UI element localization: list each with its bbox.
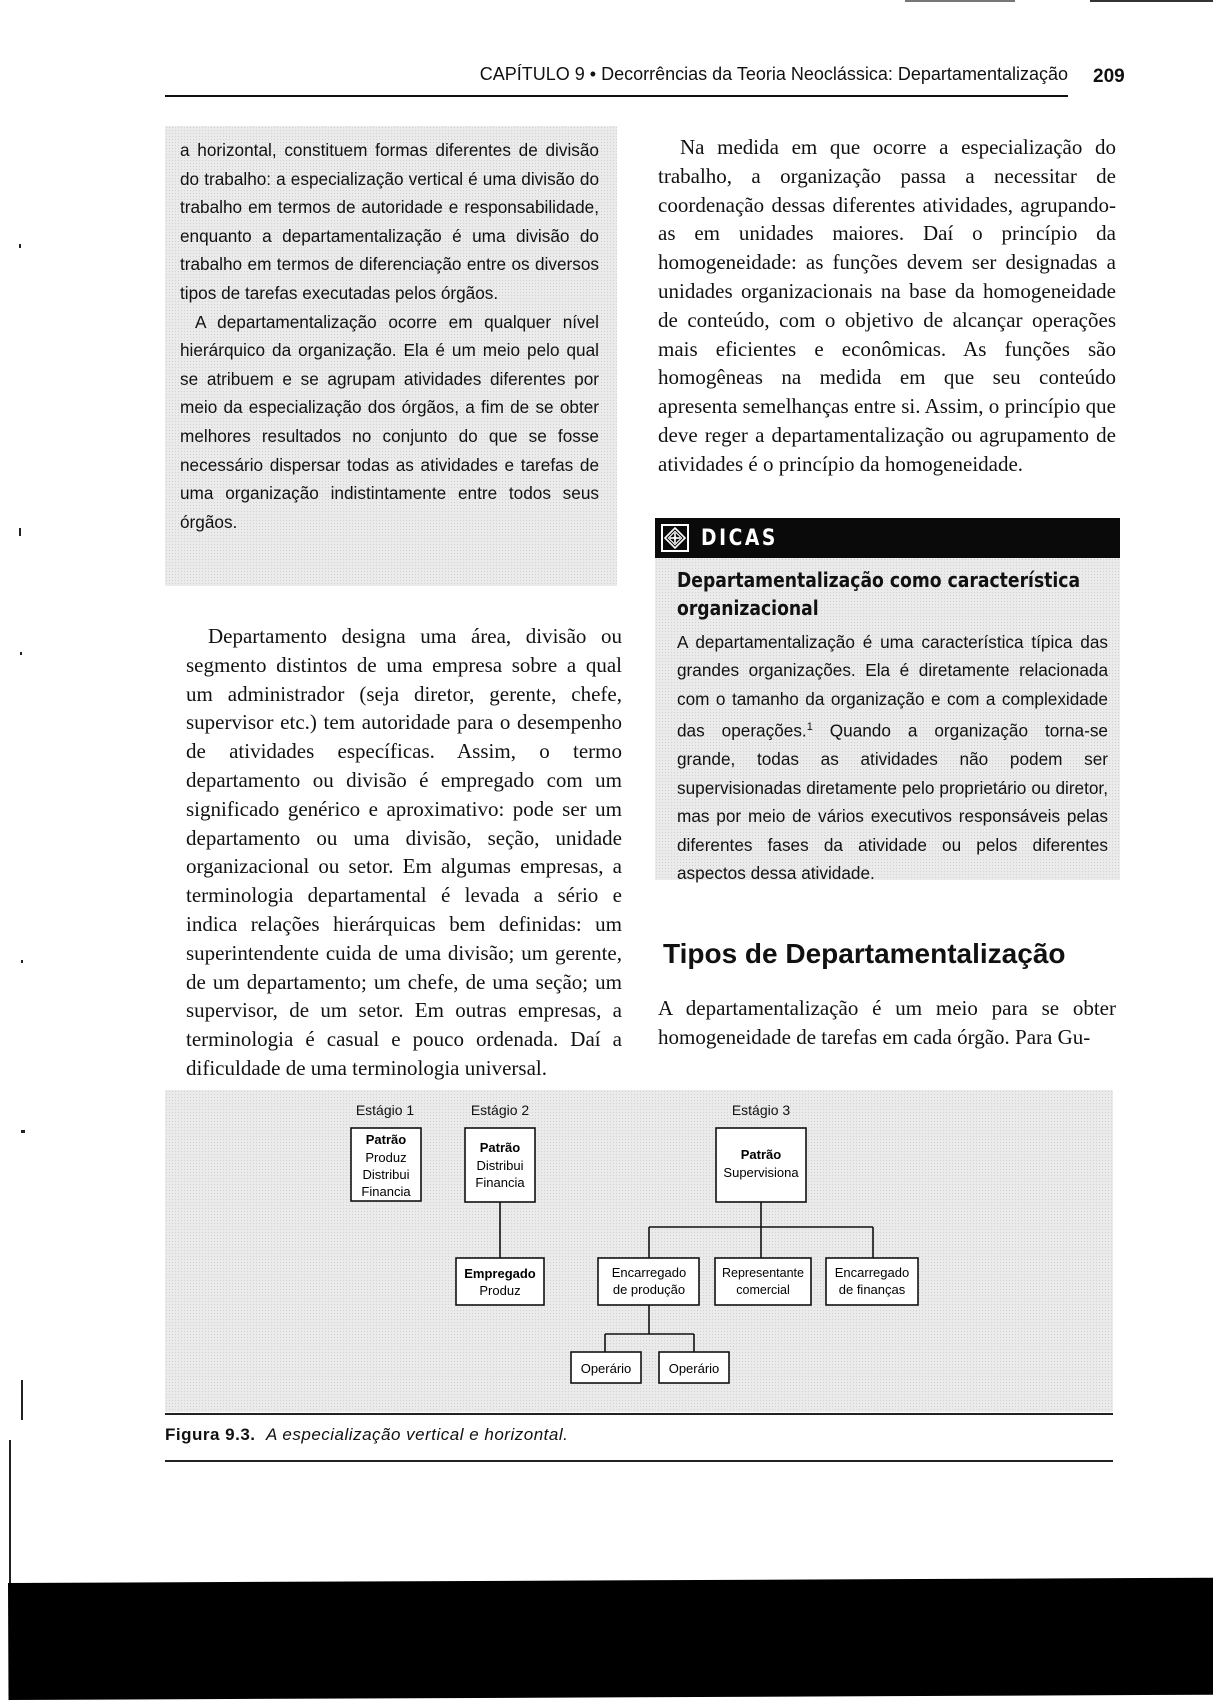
org-box-worker [659, 1352, 729, 1383]
paragraph: a horizontal, constituem formas diferentes de divisão do trabalho: a especialização vertical é uma divisão do trabalho em termos de autoridade e responsabilidade, enquanto a departamentalização é uma divisão do trabalho em termos de diferenciação entre os diversos tipos de tarefas executadas pelos órgãos. [180, 140, 599, 303]
section-body-text [658, 994, 1116, 1052]
figure-org-chart [165, 1090, 1113, 1412]
stage-label: Estágio 3 [731, 1102, 791, 1118]
caption-text: A especialização vertical e horizontal. [265, 1425, 569, 1444]
org-chart-diagram [165, 1090, 1113, 1412]
paragraph: A departamentalização ocorre em qualquer nível hierárquico da organização. Ela é um meio pelo qual se atribuem e se agrupam atividades diferentes por meio da especialização dos órgãos, a fim de se obter melhores resultados no conjunto do que se fosse necessário dispersar todas as atividades e tarefas de uma organização indistintamente entre todos seus órgãos. [180, 311, 599, 532]
section-title: Tipos de Departamentalização [663, 938, 1066, 969]
tips-box [655, 518, 1120, 898]
box-line: Produz [479, 1283, 521, 1298]
tips-body [655, 558, 1120, 883]
right-body-text [658, 133, 1116, 479]
org-box-stage2-employee [456, 1258, 544, 1305]
ornament-diamond-icon [661, 524, 689, 552]
box-title: Patrão [740, 1147, 782, 1162]
tips-text-part: A departamentalização é uma característica típica das grandes organizações. Ela é diretamente relacionada com o tamanho da organização e com a complexidade das operações. [677, 632, 1108, 741]
scan-artifact-mark [21, 1380, 23, 1420]
scan-artifact-mark [19, 528, 21, 536]
box-line: Representante [721, 1266, 805, 1280]
tips-header [655, 518, 1120, 558]
box-line: Operário [668, 1361, 720, 1376]
caption-label: Figura 9.3. [165, 1425, 256, 1444]
scan-black-band [8, 1578, 1213, 1700]
paragraph: A departamentalização é um meio para se obter homogeneidade de tarefas em cada órgão. Para Gu- [658, 996, 1116, 1049]
scan-artifact-mark [21, 960, 23, 963]
org-box-stage3-boss [716, 1128, 806, 1202]
left-body-text [186, 622, 622, 1083]
box-line: Distribui [362, 1167, 410, 1182]
figure-caption [165, 1425, 568, 1445]
box-line: Operário [580, 1361, 632, 1376]
tips-text-part: Quando a organização torna-se grande, todas as atividades não podem ser supervisionadas diretamente pelo proprietário ou diretor, mas por meio de vários executivos responsáveis pelas diferentes fases da atividade ou pelos diferentes aspectos dessa atividade. [677, 720, 1108, 883]
box-line: Supervisiona [723, 1165, 799, 1180]
box-line: Financia [475, 1175, 525, 1190]
stage-label: Estágio 2 [470, 1102, 530, 1118]
org-box-stage2-boss [465, 1128, 535, 1202]
box-line: Financia [361, 1184, 411, 1199]
scan-artifact-mark [9, 1440, 11, 1590]
box-line: comercial [736, 1283, 790, 1297]
box-line: de produção [612, 1282, 686, 1297]
stage-label: Estágio 1 [355, 1102, 415, 1118]
box-line: Produz [365, 1150, 407, 1165]
box-line: Encarregado [611, 1265, 687, 1280]
running-head: CAPÍTULO 9 • Decorrências da Teoria Neoclássica: Departamentalização [479, 64, 1068, 84]
page-header [165, 62, 1068, 97]
scan-artifact-line [1090, 0, 1213, 2]
box-line: Encarregado [834, 1265, 910, 1280]
tips-label: DICAS [701, 525, 778, 551]
page-number: 209 [1093, 66, 1125, 87]
org-box-production-manager [598, 1258, 699, 1305]
tips-text [677, 628, 1108, 887]
org-box-sales-representative [715, 1258, 811, 1305]
scan-artifact-mark [21, 1130, 25, 1133]
box-title: Empregado [464, 1266, 536, 1281]
scan-artifact-mark [19, 244, 21, 248]
footnote-marker[interactable]: 1 [806, 721, 813, 734]
org-box-finance-manager [826, 1258, 918, 1305]
scan-artifact-line [905, 0, 1015, 2]
scan-artifact-mark [20, 652, 22, 655]
paragraph: Na medida em que ocorre a especialização do trabalho, a organização passa a necessitar de coordenação dessas diferentes atividades, agrupando-as em unidades maiores. Daí o princípio da homogeneidade: as funções devem ser designadas a unidades organizacionais na base da homogeneidade de conteúdo, com o objetivo de alcançar operações mais eficientes e econômicas. As funções são homogêneas na medida em que seu conteúdo apresenta semelhanças entre si. Assim, o princípio que deve reger a departamentalização ou agrupamento de atividades é o princípio da homogeneidade. [658, 135, 1116, 476]
org-box-stage1-boss [351, 1128, 421, 1201]
box-title: Patrão [479, 1140, 521, 1155]
shaded-text-block [165, 126, 617, 586]
box-line: Distribui [476, 1158, 524, 1173]
box-line: de finanças [838, 1282, 906, 1297]
tips-title: Departamentalização como característica organizacional [677, 568, 1081, 620]
org-box-worker [571, 1352, 641, 1383]
box-title: Patrão [365, 1132, 407, 1147]
figure-rule [165, 1460, 1113, 1462]
paragraph: Departamento designa uma área, divisão ou segmento distintos de uma empresa sobre a qual um administrador (seja diretor, gerente, chefe, supervisor etc.) tem autoridade para o desempenho de atividades específicas. Assim, o termo departamento ou divisão é empregado com um significado genérico e aproximativo: pode ser um departamento ou uma divisão, seção, unidade organizacional ou setor. Em algumas empresas, a terminologia departamental é levada a sério e indica relações hierárquicas bem definidas: um superintendente cuida de uma divisão; um gerente, de um departamento; um chefe, de uma seção; um supervisor, de um setor. Em outras empresas, a terminologia é casual e pouco ordenada. Daí a dificuldade de uma terminologia universal. [186, 624, 622, 1080]
figure-rule [165, 1413, 1113, 1415]
